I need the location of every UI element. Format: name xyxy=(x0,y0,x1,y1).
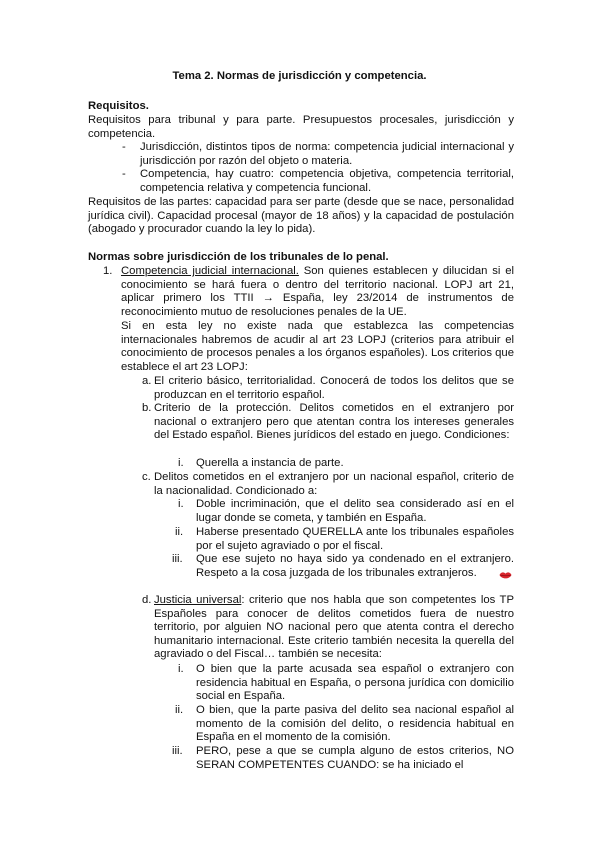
bullet-dash: - xyxy=(122,168,126,180)
condition-querella-presentada: Haberse presentado QUERELLA ante los tribunales españoles por el sujeto agraviado o por el fiscal. xyxy=(196,526,514,552)
paragraph-art23: Si en esta ley no existe nada que establezca las competencias internacionales habremos de acudir al art 23 LOPJ (criterios para atribuir el conocimiento de procesos penales a los órganos españoles). Los criterios que establece el art 23 LOPJ: xyxy=(121,320,514,373)
page-title: Tema 2. Normas de jurisdicción y competencia. xyxy=(172,70,427,82)
list-marker: iii. xyxy=(172,553,183,565)
criterion-proteccion: Criterio de la protección. Delitos cometidos en el extranjero por nacional o extranjero pero que atentan contra los intereses generales del Estado español. Bienes jurídicos del estado en juego. Condiciones: xyxy=(154,402,514,442)
list-marker: ii. xyxy=(175,704,184,716)
heading-normas: Normas sobre jurisdicción de los tribunales de lo penal. xyxy=(88,251,389,263)
list-marker: c. xyxy=(142,471,151,483)
list-marker: iii. xyxy=(172,745,183,757)
list-marker: d. xyxy=(142,594,152,606)
list-marker: ii. xyxy=(175,526,184,538)
condition-querella: Querella a instancia de parte. xyxy=(196,457,344,469)
bullet-dash: - xyxy=(122,141,126,153)
condition-parte-acusada: O bien que la parte acusada sea español o extranjero con residencia habitual en España, o persona jurídica con domicilio social en España. xyxy=(196,663,514,703)
condition-parte-pasiva: O bien, que la parte pasiva del delito sea nacional español al momento de la comisión del delito, o residencia habitual en España en el momento de la comisión. xyxy=(196,704,514,744)
list-marker: b. xyxy=(142,402,152,414)
heading-requisitos: Requisitos. xyxy=(88,100,149,112)
lips-icon xyxy=(499,571,512,580)
criterion-justicia-universal: Justicia universal: criterio que nos habla que son competentes los TP Españoles para conocer de delitos cometidos fuera de nuestro territorio, por alguien NO nacional pero que atenta contra el derecho humanitario internacional. Este criterio también necesita la querella del agraviado o del Fiscal… también se necesita: xyxy=(154,594,514,661)
criterion-nacionalidad: Delitos cometidos en el extranjero por un nacional español, criterio de la nacionalidad. Condicionado a: xyxy=(154,471,514,497)
item1-title: Competencia judicial internacional. xyxy=(121,265,299,277)
bullet-jurisdiccion: Jurisdicción, distintos tipos de norma: competencia judicial internacional y jurisdicción por razón del objeto o materia. xyxy=(140,141,514,167)
arrow-icon: → xyxy=(262,292,274,305)
criterion-territorialidad: El criterio básico, territorialidad. Conocerá de todos los delitos que se produzcan en el territorio español. xyxy=(154,375,514,401)
list-marker: i. xyxy=(178,663,184,675)
bullet-competencia: Competencia, hay cuatro: competencia objetiva, competencia territorial, competencia relativa y competencia funcional. xyxy=(140,168,514,194)
paragraph-requisitos: Requisitos para tribunal y para parte. Presupuestos procesales, jurisdicción y competencia. xyxy=(88,114,514,140)
item-competencia-internacional: Competencia judicial internacional. Son quienes establecen y dilucidan si el conocimiento se hará fuera o dentro del territorio nacional. LOPJ art 21, aplicar primero los TTII → España, ley 23/2014 de instrumentos de reconocimiento mutuo de resoluciones penales de la UE. xyxy=(121,265,515,318)
condition-cosa-juzgada: Que ese sujeto no haya sido ya condenado en el extranjero. Respeto a la cosa juzgada de los tribunales extranjeros. xyxy=(196,553,514,579)
list-marker: i. xyxy=(178,457,184,469)
list-marker: a. xyxy=(142,375,152,387)
condition-no-competentes: PERO, pese a que se cumpla alguno de estos criterios, NO SERAN COMPETENTES CUANDO: se ha iniciado el xyxy=(196,745,514,771)
list-number: 1. xyxy=(103,265,113,277)
list-marker: i. xyxy=(178,498,184,510)
paragraph-partes: Requisitos de las partes: capacidad para ser parte (desde que se nace, personalidad jurídica civil). Capacidad procesal (mayor de 18 años) y la capacidad de postulación (abogado y procurador cuando la ley lo pida). xyxy=(88,196,514,236)
d-title: Justicia universal xyxy=(154,594,242,606)
condition-doble-incriminacion: Doble incriminación, que el delito sea considerado así en el lugar donde se cometa, y también en España. xyxy=(196,498,514,524)
